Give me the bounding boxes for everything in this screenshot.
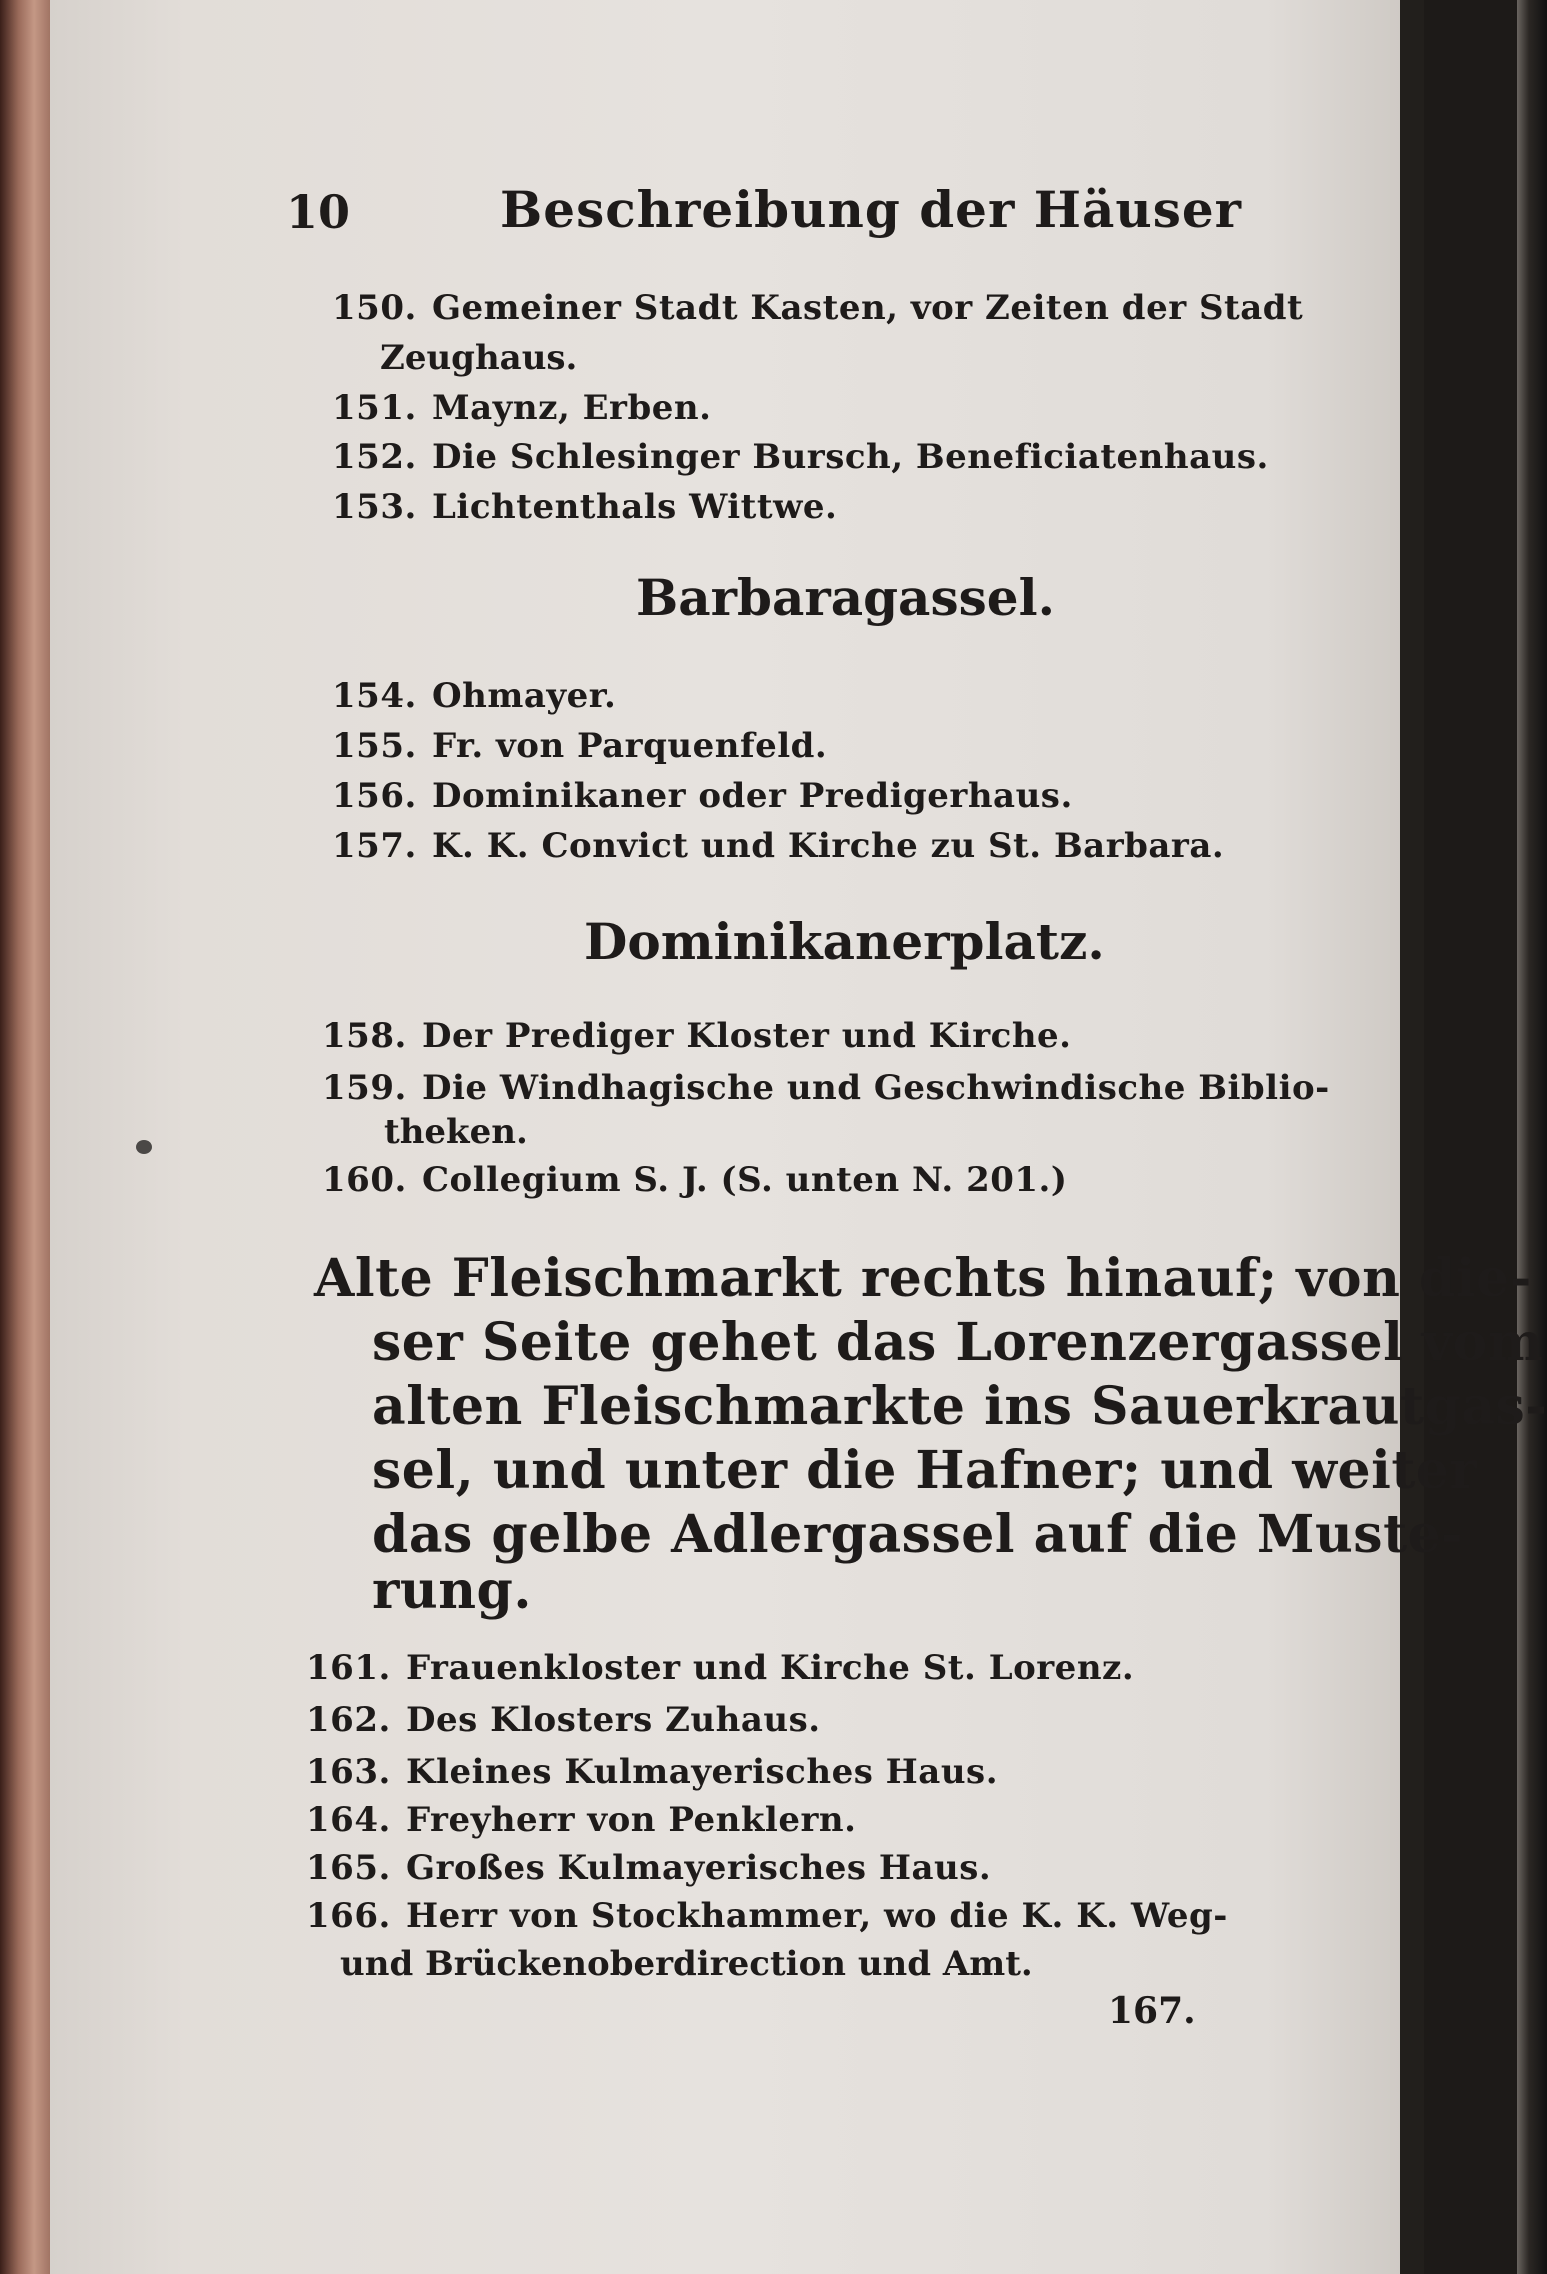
list-item [332, 487, 837, 527]
paragraph-line: alten Fleischmarkte ins Sauerkrautgas- [372, 1376, 1547, 1437]
paragraph-line: Alte Fleischmarkt rechts hinauf; von die- [314, 1248, 1532, 1309]
catchword: 167. [1108, 1990, 1196, 2032]
entry-text: Collegium S. J. (S. unten N. 201.) [422, 1160, 1068, 1200]
paragraph-line: ser Seite gehet das Lorenzergassel vom [372, 1312, 1544, 1373]
entry-number: 166. [306, 1896, 391, 1936]
entry-text: Des Klosters Zuhaus. [406, 1700, 821, 1740]
list-item [332, 726, 827, 766]
entry-text: Dominikaner oder Predigerhaus. [432, 776, 1073, 816]
list-item [332, 776, 1073, 816]
entry-number: 151. [332, 388, 417, 428]
entry-continuation: und Brückenoberdirection und Amt. [340, 1944, 1033, 1984]
entry-text: Der Prediger Kloster und Kirche. [422, 1016, 1072, 1056]
entry-number: 161. [306, 1648, 391, 1688]
entry-number: 160. [322, 1160, 407, 1200]
entry-text: Lichtenthals Wittwe. [432, 487, 838, 527]
entry-number: 158. [322, 1016, 407, 1056]
entry-continuation: Zeughaus. [380, 338, 578, 378]
entry-number: 150. [332, 288, 417, 328]
list-item [322, 1160, 1067, 1200]
list-item [306, 1648, 1134, 1688]
entry-number: 152. [332, 437, 417, 477]
list-item [322, 1016, 1072, 1056]
entry-number: 154. [332, 676, 417, 716]
section-title: Dominikanerplatz. [584, 912, 1105, 971]
entry-text: Herr von Stockhammer, wo die K. K. Weg- [406, 1896, 1228, 1936]
list-item [306, 1848, 991, 1888]
entry-number: 163. [306, 1752, 391, 1792]
paragraph-line: rung. [372, 1560, 532, 1621]
list-item [332, 288, 1303, 328]
running-header-title: Beschreibung der Häuser [500, 180, 1243, 239]
list-item [332, 826, 1224, 866]
entry-text: Die Schlesinger Bursch, Beneficiatenhaus. [432, 437, 1269, 477]
list-item [306, 1700, 821, 1740]
entry-text: Die Windhagische und Geschwindische Biblio- [422, 1068, 1330, 1108]
entry-number: 165. [306, 1848, 391, 1888]
paragraph-line: das gelbe Adlergassel auf die Muste- [372, 1504, 1464, 1565]
entry-text: Kleines Kulmayerisches Haus. [406, 1752, 999, 1792]
list-item [332, 676, 616, 716]
section-title: Barbaragassel. [636, 568, 1055, 627]
list-item [306, 1800, 856, 1840]
entry-number: 157. [332, 826, 417, 866]
entry-text: Gemeiner Stadt Kasten, vor Zeiten der Stadt [432, 288, 1304, 328]
entry-number: 159. [322, 1068, 407, 1108]
list-item [306, 1896, 1228, 1936]
entry-number: 155. [332, 726, 417, 766]
entry-text: K. K. Convict und Kirche zu St. Barbara. [432, 826, 1225, 866]
entry-text: Freyherr von Penklern. [406, 1800, 857, 1840]
entry-text: Großes Kulmayerisches Haus. [406, 1848, 992, 1888]
entry-number: 164. [306, 1800, 391, 1840]
list-item [306, 1752, 998, 1792]
paragraph-line: sel, und unter die Hafner; und weiter [372, 1440, 1478, 1501]
entry-text: Maynz, Erben. [432, 388, 712, 428]
entry-number: 156. [332, 776, 417, 816]
entry-text: Fr. von Parquenfeld. [432, 726, 828, 766]
list-item [322, 1068, 1330, 1108]
list-item [332, 437, 1269, 477]
entry-number: 153. [332, 487, 417, 527]
entry-text: Frauenkloster und Kirche St. Lorenz. [406, 1648, 1135, 1688]
entry-continuation: theken. [384, 1112, 528, 1152]
page-edge-right [1517, 0, 1547, 2274]
entry-number: 162. [306, 1700, 391, 1740]
entry-text: Ohmayer. [432, 676, 617, 716]
list-item [332, 388, 711, 428]
page-number: 10 [286, 185, 351, 239]
paper-speck [136, 1140, 152, 1154]
